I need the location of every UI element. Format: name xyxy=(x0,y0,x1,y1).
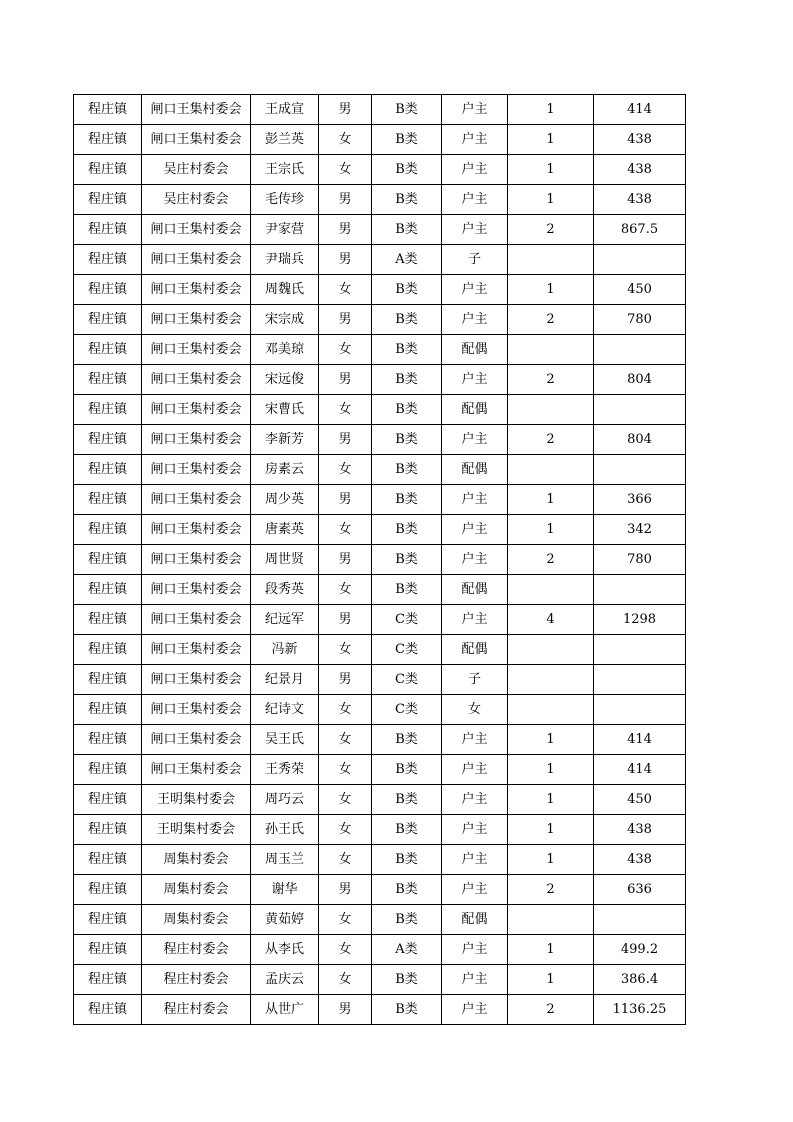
village-committee-cell: 闸口王集村委会 xyxy=(142,755,251,785)
name-cell: 王秀荣 xyxy=(251,755,319,785)
village-committee-cell: 程庄村委会 xyxy=(142,965,251,995)
village-committee-cell: 周集村委会 xyxy=(142,875,251,905)
household-count-cell xyxy=(508,695,594,725)
table-row xyxy=(74,875,686,905)
table-row xyxy=(74,575,686,605)
village-committee-cell: 闸口王集村委会 xyxy=(142,665,251,695)
town-cell: 程庄镇 xyxy=(74,695,142,725)
village-committee-cell: 程庄村委会 xyxy=(142,935,251,965)
table-row xyxy=(74,845,686,875)
table-row xyxy=(74,425,686,455)
category-cell: C类 xyxy=(372,665,442,695)
amount-cell: 414 xyxy=(594,755,686,785)
table-row xyxy=(74,365,686,395)
category-cell: A类 xyxy=(372,935,442,965)
town-cell: 程庄镇 xyxy=(74,305,142,335)
table-row xyxy=(74,275,686,305)
amount-cell xyxy=(594,455,686,485)
town-cell: 程庄镇 xyxy=(74,575,142,605)
gender-cell: 女 xyxy=(319,725,372,755)
village-committee-cell: 闸口王集村委会 xyxy=(142,365,251,395)
gender-cell: 女 xyxy=(319,515,372,545)
town-cell: 程庄镇 xyxy=(74,425,142,455)
household-count-cell: 1 xyxy=(508,185,594,215)
household-count-cell: 1 xyxy=(508,155,594,185)
amount-cell xyxy=(594,575,686,605)
amount-cell: 1136.25 xyxy=(594,995,686,1025)
gender-cell: 女 xyxy=(319,965,372,995)
household-count-cell: 2 xyxy=(508,365,594,395)
relation-cell: 配偶 xyxy=(442,395,508,425)
household-count-cell: 2 xyxy=(508,875,594,905)
name-cell: 周巧云 xyxy=(251,785,319,815)
category-cell: B类 xyxy=(372,275,442,305)
town-cell: 程庄镇 xyxy=(74,455,142,485)
village-committee-cell: 吴庄村委会 xyxy=(142,185,251,215)
name-cell: 毛传珍 xyxy=(251,185,319,215)
gender-cell: 男 xyxy=(319,995,372,1025)
table-row xyxy=(74,725,686,755)
town-cell: 程庄镇 xyxy=(74,245,142,275)
name-cell: 周少英 xyxy=(251,485,319,515)
name-cell: 宋远俊 xyxy=(251,365,319,395)
town-cell: 程庄镇 xyxy=(74,605,142,635)
relation-cell: 户主 xyxy=(442,845,508,875)
amount-cell xyxy=(594,905,686,935)
town-cell: 程庄镇 xyxy=(74,185,142,215)
table-row xyxy=(74,665,686,695)
town-cell: 程庄镇 xyxy=(74,665,142,695)
table-row xyxy=(74,965,686,995)
gender-cell: 男 xyxy=(319,665,372,695)
gender-cell: 男 xyxy=(319,425,372,455)
village-committee-cell: 周集村委会 xyxy=(142,845,251,875)
relation-cell: 子 xyxy=(442,245,508,275)
household-count-cell: 4 xyxy=(508,605,594,635)
gender-cell: 男 xyxy=(319,605,372,635)
relation-cell: 户主 xyxy=(442,965,508,995)
name-cell: 孙王氏 xyxy=(251,815,319,845)
name-cell: 纪诗文 xyxy=(251,695,319,725)
relation-cell: 女 xyxy=(442,695,508,725)
table-body xyxy=(74,95,686,1025)
amount-cell: 450 xyxy=(594,785,686,815)
town-cell: 程庄镇 xyxy=(74,215,142,245)
household-count-cell xyxy=(508,635,594,665)
relation-cell: 配偶 xyxy=(442,575,508,605)
amount-cell xyxy=(594,395,686,425)
name-cell: 尹家营 xyxy=(251,215,319,245)
village-committee-cell: 闸口王集村委会 xyxy=(142,695,251,725)
town-cell: 程庄镇 xyxy=(74,275,142,305)
household-count-cell: 1 xyxy=(508,935,594,965)
amount-cell: 438 xyxy=(594,125,686,155)
amount-cell: 342 xyxy=(594,515,686,545)
relation-cell: 配偶 xyxy=(442,635,508,665)
category-cell: B类 xyxy=(372,365,442,395)
household-count-cell: 2 xyxy=(508,425,594,455)
relation-cell: 户主 xyxy=(442,155,508,185)
table-row xyxy=(74,185,686,215)
name-cell: 邓美琼 xyxy=(251,335,319,365)
category-cell: B类 xyxy=(372,425,442,455)
table-row xyxy=(74,605,686,635)
table-row xyxy=(74,515,686,545)
gender-cell: 女 xyxy=(319,575,372,605)
relation-cell: 户主 xyxy=(442,515,508,545)
category-cell: B类 xyxy=(372,185,442,215)
relation-cell: 户主 xyxy=(442,425,508,455)
gender-cell: 男 xyxy=(319,95,372,125)
table-row xyxy=(74,545,686,575)
amount-cell: 438 xyxy=(594,185,686,215)
town-cell: 程庄镇 xyxy=(74,935,142,965)
category-cell: B类 xyxy=(372,845,442,875)
relation-cell: 户主 xyxy=(442,935,508,965)
household-count-cell: 1 xyxy=(508,125,594,155)
household-count-cell: 1 xyxy=(508,515,594,545)
name-cell: 王宗氏 xyxy=(251,155,319,185)
amount-cell: 804 xyxy=(594,365,686,395)
name-cell: 黄茹婷 xyxy=(251,905,319,935)
household-count-cell: 2 xyxy=(508,215,594,245)
amount-cell xyxy=(594,635,686,665)
relation-cell: 配偶 xyxy=(442,335,508,365)
town-cell: 程庄镇 xyxy=(74,485,142,515)
village-committee-cell: 闸口王集村委会 xyxy=(142,575,251,605)
relation-cell: 户主 xyxy=(442,215,508,245)
amount-cell: 438 xyxy=(594,155,686,185)
gender-cell: 女 xyxy=(319,905,372,935)
gender-cell: 男 xyxy=(319,875,372,905)
name-cell: 李新芳 xyxy=(251,425,319,455)
amount-cell: 438 xyxy=(594,815,686,845)
table-row xyxy=(74,995,686,1025)
table-row xyxy=(74,755,686,785)
relation-cell: 户主 xyxy=(442,725,508,755)
category-cell: B类 xyxy=(372,815,442,845)
household-count-cell xyxy=(508,455,594,485)
relation-cell: 户主 xyxy=(442,545,508,575)
relation-cell: 户主 xyxy=(442,485,508,515)
category-cell: B类 xyxy=(372,875,442,905)
relation-cell: 户主 xyxy=(442,275,508,305)
category-cell: B类 xyxy=(372,755,442,785)
household-count-cell xyxy=(508,245,594,275)
household-count-cell: 1 xyxy=(508,95,594,125)
name-cell: 从世广 xyxy=(251,995,319,1025)
category-cell: B类 xyxy=(372,455,442,485)
relation-cell: 户主 xyxy=(442,875,508,905)
household-count-cell xyxy=(508,575,594,605)
category-cell: B类 xyxy=(372,995,442,1025)
village-committee-cell: 闸口王集村委会 xyxy=(142,275,251,305)
relation-cell: 户主 xyxy=(442,785,508,815)
name-cell: 谢华 xyxy=(251,875,319,905)
village-committee-cell: 闸口王集村委会 xyxy=(142,605,251,635)
category-cell: B类 xyxy=(372,335,442,365)
table-row xyxy=(74,785,686,815)
amount-cell: 1298 xyxy=(594,605,686,635)
household-count-cell xyxy=(508,335,594,365)
town-cell: 程庄镇 xyxy=(74,635,142,665)
name-cell: 吴王氏 xyxy=(251,725,319,755)
category-cell: B类 xyxy=(372,305,442,335)
table-row xyxy=(74,155,686,185)
category-cell: C类 xyxy=(372,695,442,725)
household-count-cell: 1 xyxy=(508,785,594,815)
category-cell: C类 xyxy=(372,605,442,635)
gender-cell: 女 xyxy=(319,455,372,485)
table-row xyxy=(74,695,686,725)
town-cell: 程庄镇 xyxy=(74,755,142,785)
amount-cell: 804 xyxy=(594,425,686,455)
gender-cell: 女 xyxy=(319,785,372,815)
village-committee-cell: 闸口王集村委会 xyxy=(142,305,251,335)
relation-cell: 户主 xyxy=(442,365,508,395)
gender-cell: 男 xyxy=(319,545,372,575)
town-cell: 程庄镇 xyxy=(74,515,142,545)
town-cell: 程庄镇 xyxy=(74,125,142,155)
town-cell: 程庄镇 xyxy=(74,785,142,815)
relation-cell: 户主 xyxy=(442,185,508,215)
name-cell: 纪远军 xyxy=(251,605,319,635)
gender-cell: 男 xyxy=(319,485,372,515)
amount-cell xyxy=(594,695,686,725)
name-cell: 唐素英 xyxy=(251,515,319,545)
amount-cell xyxy=(594,245,686,275)
amount-cell: 499.2 xyxy=(594,935,686,965)
name-cell: 孟庆云 xyxy=(251,965,319,995)
gender-cell: 男 xyxy=(319,185,372,215)
category-cell: B类 xyxy=(372,515,442,545)
gender-cell: 男 xyxy=(319,215,372,245)
name-cell: 周世贤 xyxy=(251,545,319,575)
town-cell: 程庄镇 xyxy=(74,845,142,875)
household-count-cell: 1 xyxy=(508,815,594,845)
table-row xyxy=(74,905,686,935)
gender-cell: 女 xyxy=(319,815,372,845)
category-cell: B类 xyxy=(372,95,442,125)
roster-table xyxy=(73,94,686,1025)
village-committee-cell: 闸口王集村委会 xyxy=(142,425,251,455)
town-cell: 程庄镇 xyxy=(74,335,142,365)
household-count-cell: 1 xyxy=(508,725,594,755)
village-committee-cell: 王明集村委会 xyxy=(142,815,251,845)
category-cell: B类 xyxy=(372,155,442,185)
name-cell: 尹瑞兵 xyxy=(251,245,319,275)
gender-cell: 女 xyxy=(319,335,372,365)
name-cell: 房素云 xyxy=(251,455,319,485)
table-row xyxy=(74,305,686,335)
village-committee-cell: 闸口王集村委会 xyxy=(142,95,251,125)
town-cell: 程庄镇 xyxy=(74,995,142,1025)
table-row xyxy=(74,815,686,845)
village-committee-cell: 闸口王集村委会 xyxy=(142,125,251,155)
amount-cell: 636 xyxy=(594,875,686,905)
name-cell: 段秀英 xyxy=(251,575,319,605)
household-count-cell: 2 xyxy=(508,545,594,575)
name-cell: 宋曹氏 xyxy=(251,395,319,425)
gender-cell: 女 xyxy=(319,125,372,155)
household-count-cell: 1 xyxy=(508,965,594,995)
amount-cell: 780 xyxy=(594,545,686,575)
category-cell: B类 xyxy=(372,965,442,995)
name-cell: 从李氏 xyxy=(251,935,319,965)
name-cell: 纪景月 xyxy=(251,665,319,695)
town-cell: 程庄镇 xyxy=(74,365,142,395)
table-row xyxy=(74,245,686,275)
table-row xyxy=(74,635,686,665)
amount-cell xyxy=(594,335,686,365)
village-committee-cell: 闸口王集村委会 xyxy=(142,485,251,515)
gender-cell: 女 xyxy=(319,845,372,875)
gender-cell: 男 xyxy=(319,245,372,275)
gender-cell: 女 xyxy=(319,155,372,185)
gender-cell: 女 xyxy=(319,695,372,725)
village-committee-cell: 闸口王集村委会 xyxy=(142,545,251,575)
town-cell: 程庄镇 xyxy=(74,155,142,185)
gender-cell: 女 xyxy=(319,395,372,425)
category-cell: B类 xyxy=(372,575,442,605)
relation-cell: 配偶 xyxy=(442,905,508,935)
name-cell: 周玉兰 xyxy=(251,845,319,875)
amount-cell: 414 xyxy=(594,95,686,125)
town-cell: 程庄镇 xyxy=(74,905,142,935)
relation-cell: 户主 xyxy=(442,305,508,335)
table-row xyxy=(74,335,686,365)
household-count-cell xyxy=(508,905,594,935)
name-cell: 宋宗成 xyxy=(251,305,319,335)
category-cell: B类 xyxy=(372,785,442,815)
relation-cell: 户主 xyxy=(442,125,508,155)
gender-cell: 男 xyxy=(319,365,372,395)
table-row xyxy=(74,485,686,515)
household-count-cell: 1 xyxy=(508,845,594,875)
relation-cell: 户主 xyxy=(442,605,508,635)
category-cell: B类 xyxy=(372,545,442,575)
category-cell: B类 xyxy=(372,485,442,515)
relation-cell: 户主 xyxy=(442,95,508,125)
household-count-cell: 1 xyxy=(508,275,594,305)
village-committee-cell: 闸口王集村委会 xyxy=(142,335,251,365)
amount-cell: 867.5 xyxy=(594,215,686,245)
village-committee-cell: 闸口王集村委会 xyxy=(142,455,251,485)
category-cell: C类 xyxy=(372,635,442,665)
relation-cell: 户主 xyxy=(442,995,508,1025)
gender-cell: 女 xyxy=(319,755,372,785)
household-count-cell: 2 xyxy=(508,995,594,1025)
amount-cell: 438 xyxy=(594,845,686,875)
category-cell: B类 xyxy=(372,215,442,245)
village-committee-cell: 闸口王集村委会 xyxy=(142,245,251,275)
table-row xyxy=(74,935,686,965)
gender-cell: 女 xyxy=(319,935,372,965)
category-cell: B类 xyxy=(372,905,442,935)
table-row xyxy=(74,125,686,155)
town-cell: 程庄镇 xyxy=(74,545,142,575)
table-row xyxy=(74,95,686,125)
category-cell: B类 xyxy=(372,125,442,155)
relation-cell: 户主 xyxy=(442,755,508,785)
village-committee-cell: 周集村委会 xyxy=(142,905,251,935)
category-cell: A类 xyxy=(372,245,442,275)
gender-cell: 男 xyxy=(319,305,372,335)
town-cell: 程庄镇 xyxy=(74,395,142,425)
village-committee-cell: 闸口王集村委会 xyxy=(142,215,251,245)
relation-cell: 配偶 xyxy=(442,455,508,485)
village-committee-cell: 闸口王集村委会 xyxy=(142,515,251,545)
category-cell: B类 xyxy=(372,395,442,425)
table-row xyxy=(74,215,686,245)
name-cell: 冯新 xyxy=(251,635,319,665)
amount-cell: 780 xyxy=(594,305,686,335)
amount-cell xyxy=(594,665,686,695)
village-committee-cell: 闸口王集村委会 xyxy=(142,725,251,755)
town-cell: 程庄镇 xyxy=(74,875,142,905)
amount-cell: 366 xyxy=(594,485,686,515)
table-row xyxy=(74,395,686,425)
name-cell: 周魏氏 xyxy=(251,275,319,305)
household-count-cell: 2 xyxy=(508,305,594,335)
village-committee-cell: 闸口王集村委会 xyxy=(142,395,251,425)
gender-cell: 女 xyxy=(319,275,372,305)
town-cell: 程庄镇 xyxy=(74,965,142,995)
town-cell: 程庄镇 xyxy=(74,725,142,755)
village-committee-cell: 王明集村委会 xyxy=(142,785,251,815)
village-committee-cell: 闸口王集村委会 xyxy=(142,635,251,665)
household-count-cell xyxy=(508,665,594,695)
village-committee-cell: 吴庄村委会 xyxy=(142,155,251,185)
household-count-cell: 1 xyxy=(508,485,594,515)
household-count-cell xyxy=(508,395,594,425)
category-cell: B类 xyxy=(372,725,442,755)
amount-cell: 386.4 xyxy=(594,965,686,995)
village-committee-cell: 程庄村委会 xyxy=(142,995,251,1025)
table-row xyxy=(74,455,686,485)
relation-cell: 户主 xyxy=(442,815,508,845)
town-cell: 程庄镇 xyxy=(74,95,142,125)
amount-cell: 450 xyxy=(594,275,686,305)
town-cell: 程庄镇 xyxy=(74,815,142,845)
name-cell: 王成宣 xyxy=(251,95,319,125)
name-cell: 彭兰英 xyxy=(251,125,319,155)
household-count-cell: 1 xyxy=(508,755,594,785)
amount-cell: 414 xyxy=(594,725,686,755)
gender-cell: 女 xyxy=(319,635,372,665)
relation-cell: 子 xyxy=(442,665,508,695)
